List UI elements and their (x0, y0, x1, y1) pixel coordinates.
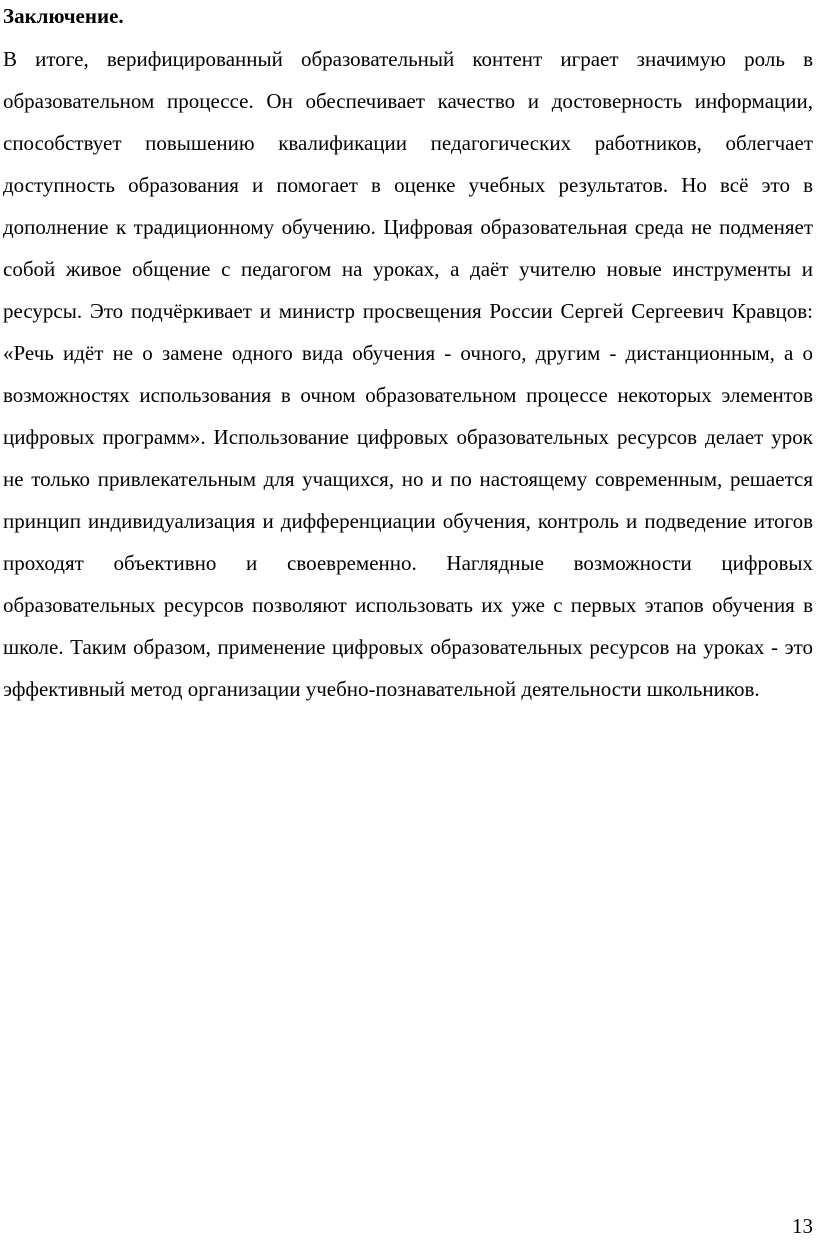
section-title: Заключение. (3, 4, 124, 28)
body-paragraph: В итоге, верифицированный образовательный контент играет значимую роль в образовательном процессе. Он обеспечивает качество и достоверность информации, способствует повышению квалификации педагогических работников, облегчает доступность образования и помогает в оценке учебных результатов. Но всё это в дополнение к традиционному обучению. Цифровая образовательная среда не подменяет собой живое общение с педагогом на уроках, а даёт учителю новые инструменты и ресурсы. Это подчёркивает и министр просвещения России Сергей Сергеевич Кравцов: «Речь идёт не о замене одного вида обучения - очного, другим - дистанционным, а о возможностях использования в очном образовательном процессе некоторых элементов цифровых программ». Использование цифровых образовательных ресурсов делает урок не только привлекательным для учащихся, но и по настоящему современным, решается принцип индивидуализация и дифференциации обучения, контроль и подведение итогов проходят объективно и своевременно. Наглядные возможности цифровых образовательных ресурсов позволяют использовать их уже с первых этапов обучения в школе. Таким образом, применение цифровых образовательных ресурсов на уроках - это эффективный метод организации учебно-познавательной деятельности школьников. (3, 47, 813, 701)
page-number: 13 (792, 1214, 813, 1238)
